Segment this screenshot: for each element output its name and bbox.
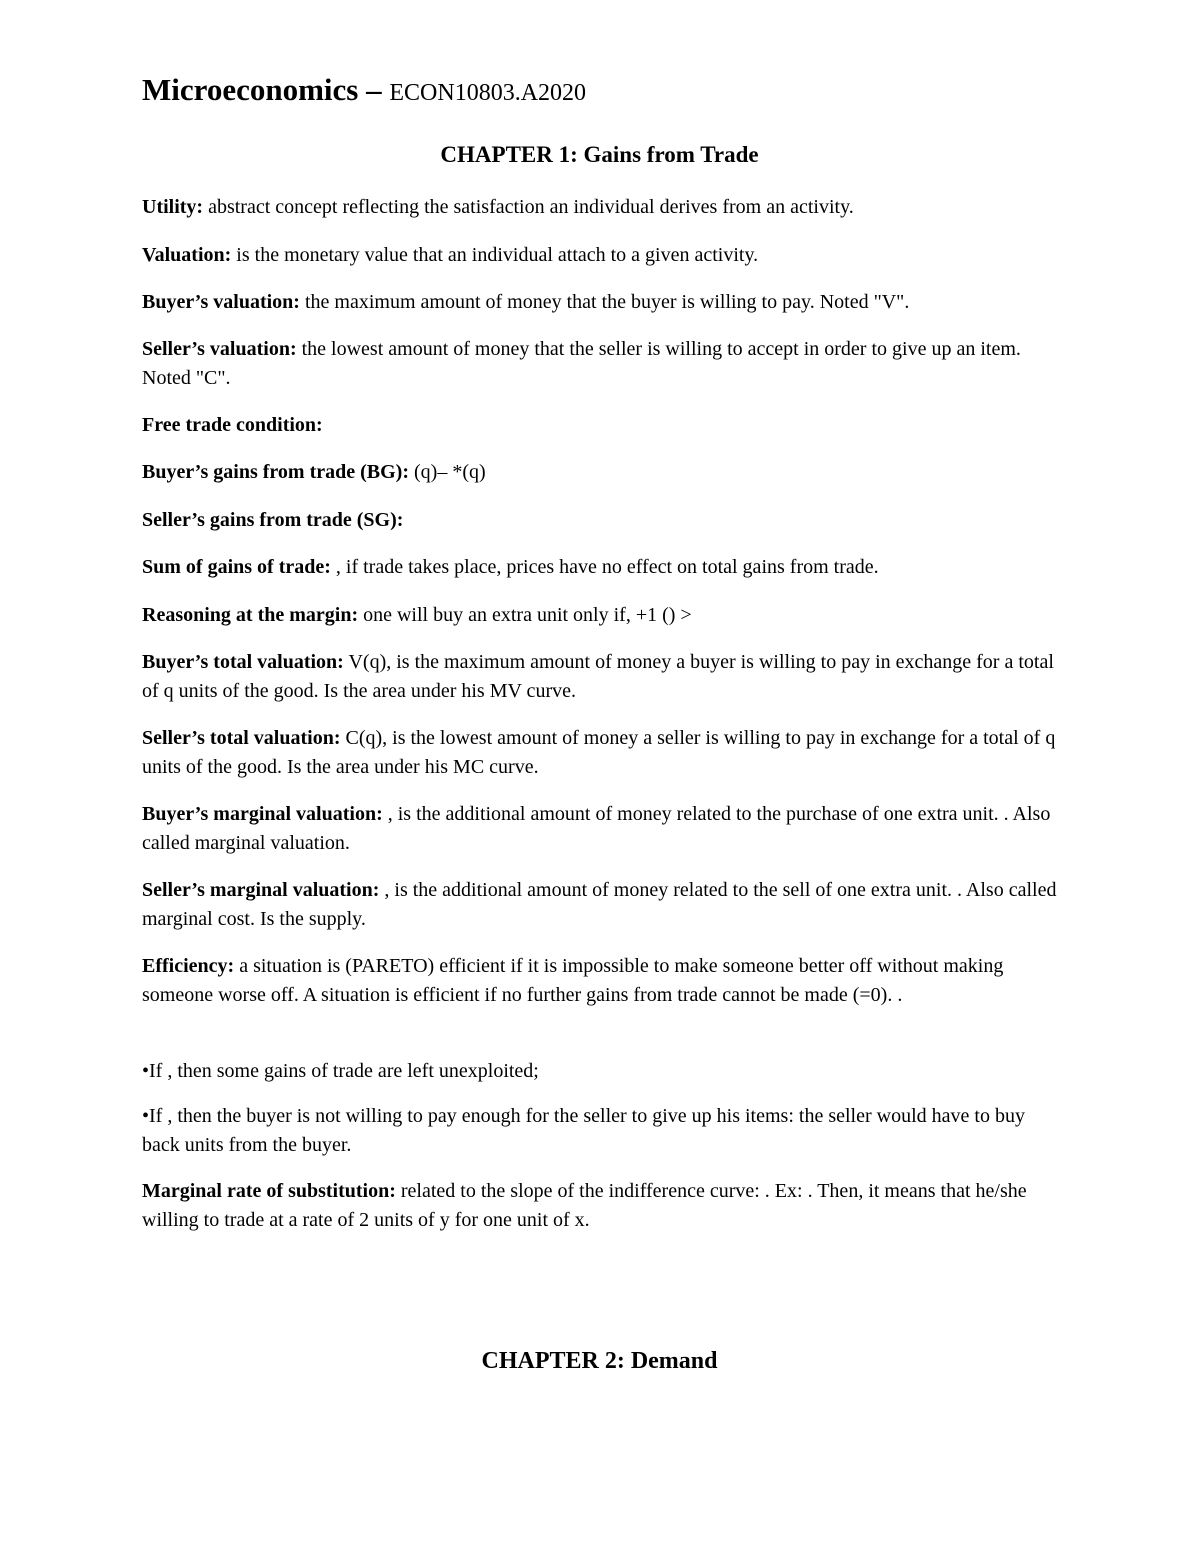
term: Efficiency: [142,955,235,977]
definition-text: , is the additional amount of money related to the purchase of one extra unit. . Also called marginal valuation. [142,803,1051,854]
bullet-buyer-not-willing [142,1102,1057,1160]
definition-efficiency [142,952,1057,1010]
definition-text: related to the slope of the indifference curve: . Ex: . Then, it means that he/she willing to trade at a rate of 2 units of y for one unit of x. [142,1180,1027,1231]
term: Free trade condition: [142,414,323,436]
definition-buyers-total-valuation [142,648,1057,706]
definition-valuation [142,241,1057,270]
title-main: Microeconomics [142,72,359,107]
definition-sellers-valuation [142,335,1057,393]
term: Buyer’s total valuation: [142,651,344,673]
term: Seller’s gains from trade (SG): [142,509,404,531]
bullet-unexploited-gains [142,1057,1057,1086]
term: Utility: [142,196,204,218]
term: Valuation: [142,244,232,266]
term: Seller’s total valuation: [142,727,341,749]
term: Marginal rate of substitution: [142,1180,396,1202]
definition-text: is the monetary value that an individual attach to a given activity. [231,244,759,266]
title-dash: – [358,72,390,107]
definition-text: , is the additional amount of money related to the sell of one extra unit. . Also called marginal cost. Is the supply. [142,879,1057,930]
definition-buyers-gains [142,458,1057,487]
definition-text: the lowest amount of money that the seller is willing to accept in order to give up an item. Noted "C". [142,338,1021,389]
definition-text: one will buy an extra unit only if, +1 () > [358,604,692,626]
document-title [142,72,586,108]
term: Reasoning at the margin: [142,604,359,626]
definition-buyers-marginal-valuation [142,800,1057,858]
term: Seller’s marginal valuation: [142,879,380,901]
definition-text: , if trade takes place, prices have no effect on total gains from trade. [330,556,879,578]
bullet-text: •If , then some gains of trade are left unexploited; [142,1060,539,1082]
definition-reasoning-at-margin [142,601,1057,630]
definition-free-trade-condition [142,411,1057,440]
definition-sum-of-gains [142,553,1057,582]
definition-sellers-marginal-valuation [142,876,1057,934]
chapter-1-heading: CHAPTER 1: Gains from Trade [440,142,759,167]
definition-text: V(q), is the maximum amount of money a buyer is willing to pay in exchange for a total of q units of the good. Is the area under his MV curve. [142,651,1054,702]
term: Buyer’s marginal valuation: [142,803,383,825]
definition-text: a situation is (PARETO) efficient if it is impossible to make someone better off without making someone worse off. A situation is efficient if no further gains from trade cannot be made (=0). . [142,955,1004,1006]
definition-text: the maximum amount of money that the buyer is willing to pay. Noted "V". [299,291,910,313]
chapter-2-heading: CHAPTER 2: Demand [481,1348,718,1374]
definition-sellers-total-valuation [142,724,1057,782]
definition-marginal-rate-of-substitution [142,1177,1057,1235]
bullet-text: •If , then the buyer is not willing to pay enough for the seller to give up his items: the seller would have to buy back units from the buyer. [142,1105,1025,1156]
course-code: ECON10803.A2020 [389,80,587,106]
term: Seller’s valuation: [142,338,297,360]
definition-sellers-gains [142,506,1057,535]
term: Buyer’s gains from trade (BG): [142,461,409,483]
term: Sum of gains of trade: [142,556,331,578]
definition-text: abstract concept reflecting the satisfaction an individual derives from an activity. [203,196,854,218]
term: Buyer’s valuation: [142,291,300,313]
definition-buyers-valuation [142,288,1057,317]
definition-utility [142,193,1057,222]
definition-text: (q)– *(q) [409,461,486,483]
definition-text: C(q), is the lowest amount of money a seller is willing to pay in exchange for a total of q units of the good. Is the area under his MC curve. [142,727,1056,778]
